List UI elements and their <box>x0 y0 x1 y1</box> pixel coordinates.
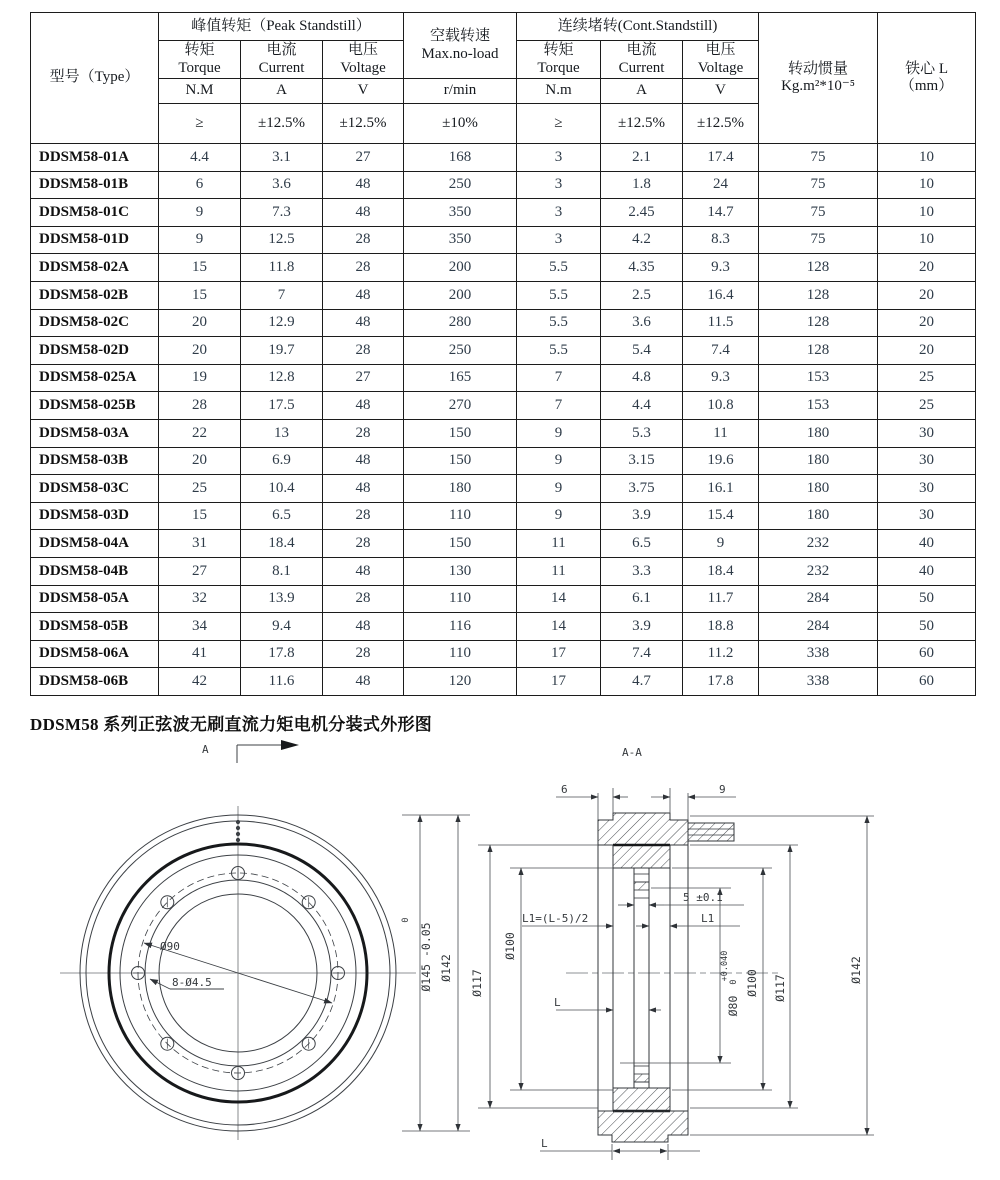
value-cell: 18.4 <box>241 530 323 558</box>
tol-current-cont: ±12.5% <box>601 104 683 144</box>
value-cell: 48 <box>323 171 404 199</box>
table-row <box>31 557 976 585</box>
value-cell: 75 <box>759 199 878 227</box>
value-cell: 9 <box>517 502 601 530</box>
value-cell: 250 <box>404 337 517 365</box>
value-cell: 6 <box>159 171 241 199</box>
dim-label-d145-tol: 0 <box>401 917 411 923</box>
value-cell: 338 <box>759 668 878 696</box>
value-cell: 40 <box>878 530 976 558</box>
spec-table <box>30 12 976 696</box>
value-cell: 110 <box>404 585 517 613</box>
model-cell: DDSM58-02B <box>31 281 159 309</box>
model-cell: DDSM58-05B <box>31 613 159 641</box>
unit-v-cont: V <box>683 79 759 104</box>
value-cell: 350 <box>404 226 517 254</box>
model-cell: DDSM58-01D <box>31 226 159 254</box>
dim-label-5: 5 ±0.1 <box>683 891 723 904</box>
value-cell: 75 <box>759 144 878 172</box>
group-header-cont: 连续堵转(Cont.Standstill) <box>517 13 759 41</box>
value-cell: 2.1 <box>601 144 683 172</box>
value-cell: 270 <box>404 392 517 420</box>
value-cell: 27 <box>323 364 404 392</box>
section-label-aa: A-A <box>622 746 642 759</box>
value-cell: 9 <box>159 226 241 254</box>
value-cell: 28 <box>159 392 241 420</box>
value-cell: 3.9 <box>601 613 683 641</box>
table-row <box>31 392 976 420</box>
model-cell: DDSM58-06B <box>31 668 159 696</box>
value-cell: 10.8 <box>683 392 759 420</box>
value-cell: 180 <box>759 502 878 530</box>
value-cell: 28 <box>323 530 404 558</box>
table-row <box>31 419 976 447</box>
table-row <box>31 337 976 365</box>
table-row <box>31 226 976 254</box>
dim-label-d80-tol-top: +0.040 <box>720 950 730 982</box>
value-cell: 28 <box>323 585 404 613</box>
value-cell: 11.6 <box>241 668 323 696</box>
value-cell: 34 <box>159 613 241 641</box>
value-cell: 8.1 <box>241 557 323 585</box>
peak-torque-en: Torque <box>178 59 221 76</box>
dim-label-d117-left: Ø117 <box>470 969 484 997</box>
value-cell: 116 <box>404 613 517 641</box>
peak-torque-cn: 转矩 <box>184 42 215 59</box>
value-cell: 15 <box>159 502 241 530</box>
value-cell: 130 <box>404 557 517 585</box>
value-cell: 7.3 <box>241 199 323 227</box>
value-cell: 11.7 <box>683 585 759 613</box>
value-cell: 3.9 <box>601 502 683 530</box>
value-cell: 11.8 <box>241 254 323 282</box>
value-cell: 153 <box>759 392 878 420</box>
col-header-cont-current <box>601 41 683 79</box>
cont-current-en: Current <box>618 59 665 76</box>
value-cell: 48 <box>323 199 404 227</box>
value-cell: 3 <box>517 144 601 172</box>
value-cell: 2.45 <box>601 199 683 227</box>
value-cell: 128 <box>759 337 878 365</box>
value-cell: 25 <box>878 392 976 420</box>
dim-label-l1: L1 <box>701 912 715 925</box>
dim-label-d145: Ø145 -0.05 <box>419 922 433 992</box>
value-cell: 6.5 <box>601 530 683 558</box>
value-cell: 5.3 <box>601 419 683 447</box>
value-cell: 3 <box>517 199 601 227</box>
value-cell: 3.3 <box>601 557 683 585</box>
value-cell: 10 <box>878 144 976 172</box>
table-row <box>31 254 976 282</box>
value-cell: 40 <box>878 557 976 585</box>
value-cell: 20 <box>878 281 976 309</box>
unit-a-cont: A <box>601 79 683 104</box>
tol-ge-cont: ≥ <box>517 104 601 144</box>
value-cell: 20 <box>878 337 976 365</box>
model-cell: DDSM58-02C <box>31 309 159 337</box>
value-cell: 4.35 <box>601 254 683 282</box>
model-cell: DDSM58-01B <box>31 171 159 199</box>
value-cell: 18.8 <box>683 613 759 641</box>
cont-torque-en: Torque <box>537 59 580 76</box>
model-cell: DDSM58-01A <box>31 144 159 172</box>
value-cell: 10 <box>878 226 976 254</box>
core-cn: 铁心 L <box>905 60 948 77</box>
cont-torque-cn: 转矩 <box>543 42 574 59</box>
value-cell: 11.5 <box>683 309 759 337</box>
value-cell: 30 <box>878 419 976 447</box>
value-cell: 30 <box>878 447 976 475</box>
value-cell: 17 <box>517 640 601 668</box>
tol-speed: ±10% <box>404 104 517 144</box>
value-cell: 4.4 <box>159 144 241 172</box>
unit-v-peak: V <box>323 79 404 104</box>
value-cell: 5.5 <box>517 337 601 365</box>
value-cell: 120 <box>404 668 517 696</box>
dim-label-l-bottom: L <box>541 1137 548 1150</box>
value-cell: 250 <box>404 171 517 199</box>
value-cell: 48 <box>323 392 404 420</box>
value-cell: 232 <box>759 557 878 585</box>
dim-label-d100-left: Ø100 <box>503 932 517 960</box>
group-header-peak: 峰值转矩（Peak Standstill） <box>159 13 404 41</box>
section-cut-arrow <box>237 740 299 763</box>
value-cell: 32 <box>159 585 241 613</box>
dim-label-d80-tol-bot: 0 <box>729 979 739 985</box>
peak-voltage-cn: 电压 <box>348 42 379 59</box>
value-cell: 20 <box>159 337 241 365</box>
value-cell: 150 <box>404 530 517 558</box>
value-cell: 75 <box>759 171 878 199</box>
col-header-cont-voltage <box>683 41 759 79</box>
inertia-unit: Kg.m²*10⁻⁵ <box>781 78 855 94</box>
inertia-cn: 转动惯量 <box>788 60 849 77</box>
model-cell: DDSM58-025A <box>31 364 159 392</box>
value-cell: 17.4 <box>683 144 759 172</box>
value-cell: 6.5 <box>241 502 323 530</box>
table-row <box>31 447 976 475</box>
value-cell: 17.8 <box>241 640 323 668</box>
value-cell: 14 <box>517 585 601 613</box>
value-cell: 3.6 <box>601 309 683 337</box>
value-cell: 168 <box>404 144 517 172</box>
value-cell: 165 <box>404 364 517 392</box>
dim-label-l-mid: L <box>554 996 561 1009</box>
tol-current-peak: ±12.5% <box>241 104 323 144</box>
spec-table-body <box>31 144 976 696</box>
value-cell: 338 <box>759 640 878 668</box>
rotor-block-top <box>613 845 670 868</box>
model-cell: DDSM58-03D <box>31 502 159 530</box>
peak-current-cn: 电流 <box>266 42 297 59</box>
cable-exit <box>688 823 734 841</box>
value-cell: 18.4 <box>683 557 759 585</box>
cut-label-a: A <box>202 743 209 756</box>
stator-flange-top <box>598 813 688 845</box>
value-cell: 28 <box>323 254 404 282</box>
model-cell: DDSM58-06A <box>31 640 159 668</box>
value-cell: 11.2 <box>683 640 759 668</box>
value-cell: 128 <box>759 254 878 282</box>
value-cell: 19.7 <box>241 337 323 365</box>
model-cell: DDSM58-03A <box>31 419 159 447</box>
value-cell: 3 <box>517 171 601 199</box>
value-cell: 17.5 <box>241 392 323 420</box>
col-header-core <box>878 13 976 144</box>
value-cell: 3.15 <box>601 447 683 475</box>
value-cell: 5.5 <box>517 309 601 337</box>
outline-drawing <box>0 736 1000 1180</box>
table-row <box>31 364 976 392</box>
value-cell: 30 <box>878 475 976 503</box>
tol-voltage-cont: ±12.5% <box>683 104 759 144</box>
value-cell: 28 <box>323 337 404 365</box>
value-cell: 50 <box>878 585 976 613</box>
cont-voltage-cn: 电压 <box>705 42 736 59</box>
value-cell: 150 <box>404 419 517 447</box>
value-cell: 28 <box>323 640 404 668</box>
figure-caption: DDSM58 系列正弦波无刷直流力矩电机分装式外形图 <box>30 715 433 734</box>
value-cell: 25 <box>878 364 976 392</box>
value-cell: 8.3 <box>683 226 759 254</box>
value-cell: 4.2 <box>601 226 683 254</box>
value-cell: 14 <box>517 613 601 641</box>
value-cell: 232 <box>759 530 878 558</box>
value-cell: 24 <box>683 171 759 199</box>
value-cell: 9.3 <box>683 254 759 282</box>
value-cell: 15 <box>159 281 241 309</box>
value-cell: 48 <box>323 613 404 641</box>
table-row <box>31 171 976 199</box>
value-cell: 9 <box>683 530 759 558</box>
value-cell: 7.4 <box>601 640 683 668</box>
value-cell: 17 <box>517 668 601 696</box>
cont-voltage-en: Voltage <box>697 59 744 76</box>
value-cell: 10.4 <box>241 475 323 503</box>
model-cell: DDSM58-03C <box>31 475 159 503</box>
value-cell: 13 <box>241 419 323 447</box>
value-cell: 6.9 <box>241 447 323 475</box>
table-row <box>31 144 976 172</box>
value-cell: 284 <box>759 613 878 641</box>
value-cell: 110 <box>404 640 517 668</box>
value-cell: 6.1 <box>601 585 683 613</box>
value-cell: 28 <box>323 226 404 254</box>
model-cell: DDSM58-05A <box>31 585 159 613</box>
unit-rmin: r/min <box>404 79 517 104</box>
value-cell: 5.5 <box>517 281 601 309</box>
table-row <box>31 613 976 641</box>
unit-nm-peak: N.M <box>159 79 241 104</box>
value-cell: 3.1 <box>241 144 323 172</box>
value-cell: 280 <box>404 309 517 337</box>
dim-label-l1-formula: L1=(L-5)/2 <box>522 912 589 925</box>
value-cell: 150 <box>404 447 517 475</box>
value-cell: 2.5 <box>601 281 683 309</box>
dim-label-d90: Ø90 <box>160 940 180 953</box>
value-cell: 7 <box>517 364 601 392</box>
value-cell: 16.4 <box>683 281 759 309</box>
value-cell: 12.5 <box>241 226 323 254</box>
value-cell: 128 <box>759 309 878 337</box>
value-cell: 22 <box>159 419 241 447</box>
value-cell: 13.9 <box>241 585 323 613</box>
col-header-cont-torque <box>517 41 601 79</box>
value-cell: 48 <box>323 668 404 696</box>
value-cell: 10 <box>878 199 976 227</box>
value-cell: 9 <box>517 419 601 447</box>
value-cell: 17.8 <box>683 668 759 696</box>
col-header-inertia <box>759 13 878 144</box>
value-cell: 7 <box>517 392 601 420</box>
value-cell: 31 <box>159 530 241 558</box>
value-cell: 20 <box>878 254 976 282</box>
unit-a-peak: A <box>241 79 323 104</box>
value-cell: 15.4 <box>683 502 759 530</box>
value-cell: 180 <box>759 475 878 503</box>
value-cell: 350 <box>404 199 517 227</box>
value-cell: 180 <box>404 475 517 503</box>
table-row <box>31 281 976 309</box>
table-row <box>31 502 976 530</box>
value-cell: 180 <box>759 447 878 475</box>
value-cell: 27 <box>159 557 241 585</box>
model-cell: DDSM58-03B <box>31 447 159 475</box>
value-cell: 14.7 <box>683 199 759 227</box>
value-cell: 28 <box>323 502 404 530</box>
value-cell: 9 <box>159 199 241 227</box>
value-cell: 48 <box>323 475 404 503</box>
col-header-peak-current <box>241 41 323 79</box>
value-cell: 28 <box>323 419 404 447</box>
dim-label-d117-right: Ø117 <box>773 974 787 1002</box>
rotor-block-bottom <box>613 1088 670 1111</box>
peak-current-en: Current <box>258 59 305 76</box>
dim-label-d142-left: Ø142 <box>439 954 453 982</box>
model-cell: DDSM58-04A <box>31 530 159 558</box>
value-cell: 9.4 <box>241 613 323 641</box>
value-cell: 30 <box>878 502 976 530</box>
value-cell: 110 <box>404 502 517 530</box>
col-header-peak-voltage <box>323 41 404 79</box>
value-cell: 3 <box>517 226 601 254</box>
dim-label-8-holes: 8-Ø4.5 <box>172 976 212 989</box>
dim-label-d142-right: Ø142 <box>849 956 863 984</box>
table-row <box>31 585 976 613</box>
model-cell: DDSM58-01C <box>31 199 159 227</box>
value-cell: 48 <box>323 447 404 475</box>
table-row <box>31 668 976 696</box>
dim-label-d100-right: Ø100 <box>745 969 759 997</box>
unit-nm-cont: N.m <box>517 79 601 104</box>
value-cell: 11 <box>517 530 601 558</box>
table-row <box>31 530 976 558</box>
value-cell: 19.6 <box>683 447 759 475</box>
value-cell: 9 <box>517 447 601 475</box>
stator-flange-bottom <box>598 1111 688 1142</box>
value-cell: 10 <box>878 171 976 199</box>
dim-label-6: 6 <box>561 783 568 796</box>
table-row <box>31 309 976 337</box>
value-cell: 48 <box>323 557 404 585</box>
value-cell: 60 <box>878 668 976 696</box>
model-cell: DDSM58-04B <box>31 557 159 585</box>
value-cell: 16.1 <box>683 475 759 503</box>
value-cell: 27 <box>323 144 404 172</box>
value-cell: 60 <box>878 640 976 668</box>
front-view <box>60 806 416 1140</box>
value-cell: 4.8 <box>601 364 683 392</box>
value-cell: 50 <box>878 613 976 641</box>
value-cell: 12.9 <box>241 309 323 337</box>
value-cell: 9 <box>517 475 601 503</box>
core-unit: （mm） <box>899 78 954 94</box>
model-cell: DDSM58-02A <box>31 254 159 282</box>
value-cell: 25 <box>159 475 241 503</box>
peak-voltage-en: Voltage <box>340 59 386 76</box>
value-cell: 42 <box>159 668 241 696</box>
model-cell: DDSM58-02D <box>31 337 159 365</box>
value-cell: 3.75 <box>601 475 683 503</box>
value-cell: 20 <box>878 309 976 337</box>
tol-voltage-peak: ±12.5% <box>323 104 404 144</box>
value-cell: 9.3 <box>683 364 759 392</box>
noload-en: Max.no-load <box>421 45 499 62</box>
col-header-noload <box>404 13 517 79</box>
value-cell: 5.4 <box>601 337 683 365</box>
value-cell: 284 <box>759 585 878 613</box>
value-cell: 5.5 <box>517 254 601 282</box>
value-cell: 48 <box>323 309 404 337</box>
value-cell: 4.7 <box>601 668 683 696</box>
table-row <box>31 475 976 503</box>
value-cell: 20 <box>159 309 241 337</box>
value-cell: 11 <box>683 419 759 447</box>
table-row <box>31 199 976 227</box>
value-cell: 12.8 <box>241 364 323 392</box>
value-cell: 41 <box>159 640 241 668</box>
value-cell: 15 <box>159 254 241 282</box>
col-header-type: 型号（Type） <box>31 13 159 144</box>
value-cell: 4.4 <box>601 392 683 420</box>
value-cell: 11 <box>517 557 601 585</box>
cont-current-cn: 电流 <box>626 42 657 59</box>
value-cell: 200 <box>404 281 517 309</box>
table-row <box>31 640 976 668</box>
dim-label-9: 9 <box>719 783 726 796</box>
value-cell: 153 <box>759 364 878 392</box>
value-cell: 1.8 <box>601 171 683 199</box>
value-cell: 128 <box>759 281 878 309</box>
value-cell: 48 <box>323 281 404 309</box>
noload-cn: 空载转速 <box>430 28 491 45</box>
value-cell: 75 <box>759 226 878 254</box>
value-cell: 3.6 <box>241 171 323 199</box>
value-cell: 200 <box>404 254 517 282</box>
dim-label-d80: Ø80 <box>726 995 740 1017</box>
col-header-peak-torque <box>159 41 241 79</box>
value-cell: 180 <box>759 419 878 447</box>
value-cell: 19 <box>159 364 241 392</box>
tol-ge-peak: ≥ <box>159 104 241 144</box>
model-cell: DDSM58-025B <box>31 392 159 420</box>
value-cell: 20 <box>159 447 241 475</box>
value-cell: 7 <box>241 281 323 309</box>
value-cell: 7.4 <box>683 337 759 365</box>
